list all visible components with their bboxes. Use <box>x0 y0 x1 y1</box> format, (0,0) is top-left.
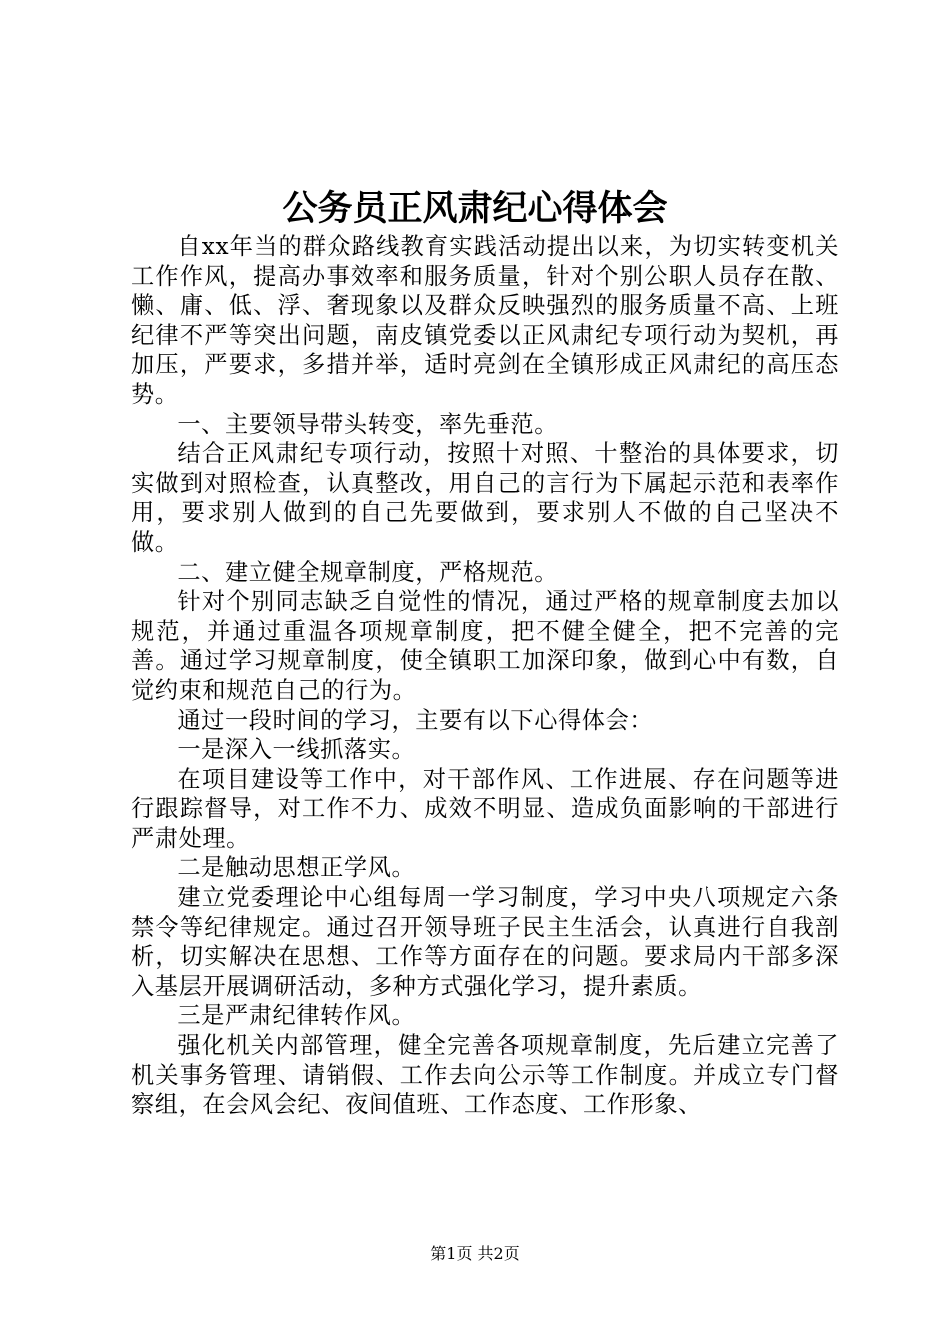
heading-point-3: 三是严肃纪律转作风。 <box>177 1002 416 1030</box>
paragraph-intro: 自xx年当的群众路线教育实践活动提出以来，为切实转变机关工作作风，提高办事效率和服务质量，针对个别公职人员存在散、懒、庸、低、浮、奢现象以及群众反映强烈的服务质量不高、上班纪律不严等突出问题，南皮镇党委以正风肃纪专项行动为契机，再加压，严要求，多措并举，适时亮剑在全镇形成正风肃纪的高压态势。 <box>131 233 839 408</box>
paragraph-point-2: 建立党委理论中心组每周一学习制度，学习中央八项规定六条禁令等纪律规定。通过召开领导班子民主生活会，认真进行自我剖析，切实解决在思想、工作等方面存在的问题。要求局内干部多深入基层开展调研活动，多种方式强化学习，提升素质。 <box>131 884 839 1000</box>
document-body <box>131 232 839 1120</box>
paragraph-summary-lead: 通过一段时间的学习，主要有以下心得体会： <box>177 706 654 734</box>
heading-section-2: 二、建立健全规章制度，严格规范。 <box>177 558 558 586</box>
document-title: 公务员正风肃纪心得体会 <box>282 188 668 229</box>
paragraph-point-3: 强化机关内部管理，健全完善各项规章制度，先后建立完善了机关事务管理、请销假、工作去向公示等工作制度。并成立专门督察组，在会风会纪、夜间值班、工作态度、工作形象、 <box>131 1032 839 1119</box>
paragraph-section-1: 结合正风肃纪专项行动，按照十对照、十整治的具体要求，切实做到对照检查，认真整改，用自己的言行为下属起示范和表率作用，要求别人做到的自己先要做到，要求别人不做的自己坚决不做。 <box>131 440 839 556</box>
page-footer: 第1页 共2页 <box>430 1244 520 1263</box>
paragraph-section-2: 针对个别同志缺乏自觉性的情况，通过严格的规章制度去加以规范，并通过重温各项规章制度，把不健全健全，把不完善的完善。通过学习规章制度，使全镇职工加深印象，做到心中有数，自觉约束和规范自己的行为。 <box>131 588 839 704</box>
heading-point-1: 一是深入一线抓落实。 <box>177 736 416 764</box>
paragraph-point-1: 在项目建设等工作中，对干部作风、工作进展、存在问题等进行跟踪督导，对工作不力、成效不明显、造成负面影响的干部进行严肃处理。 <box>131 765 839 852</box>
heading-point-2: 二是触动思想正学风。 <box>177 854 416 882</box>
heading-section-1: 一、主要领导带头转变，率先垂范。 <box>177 410 558 438</box>
